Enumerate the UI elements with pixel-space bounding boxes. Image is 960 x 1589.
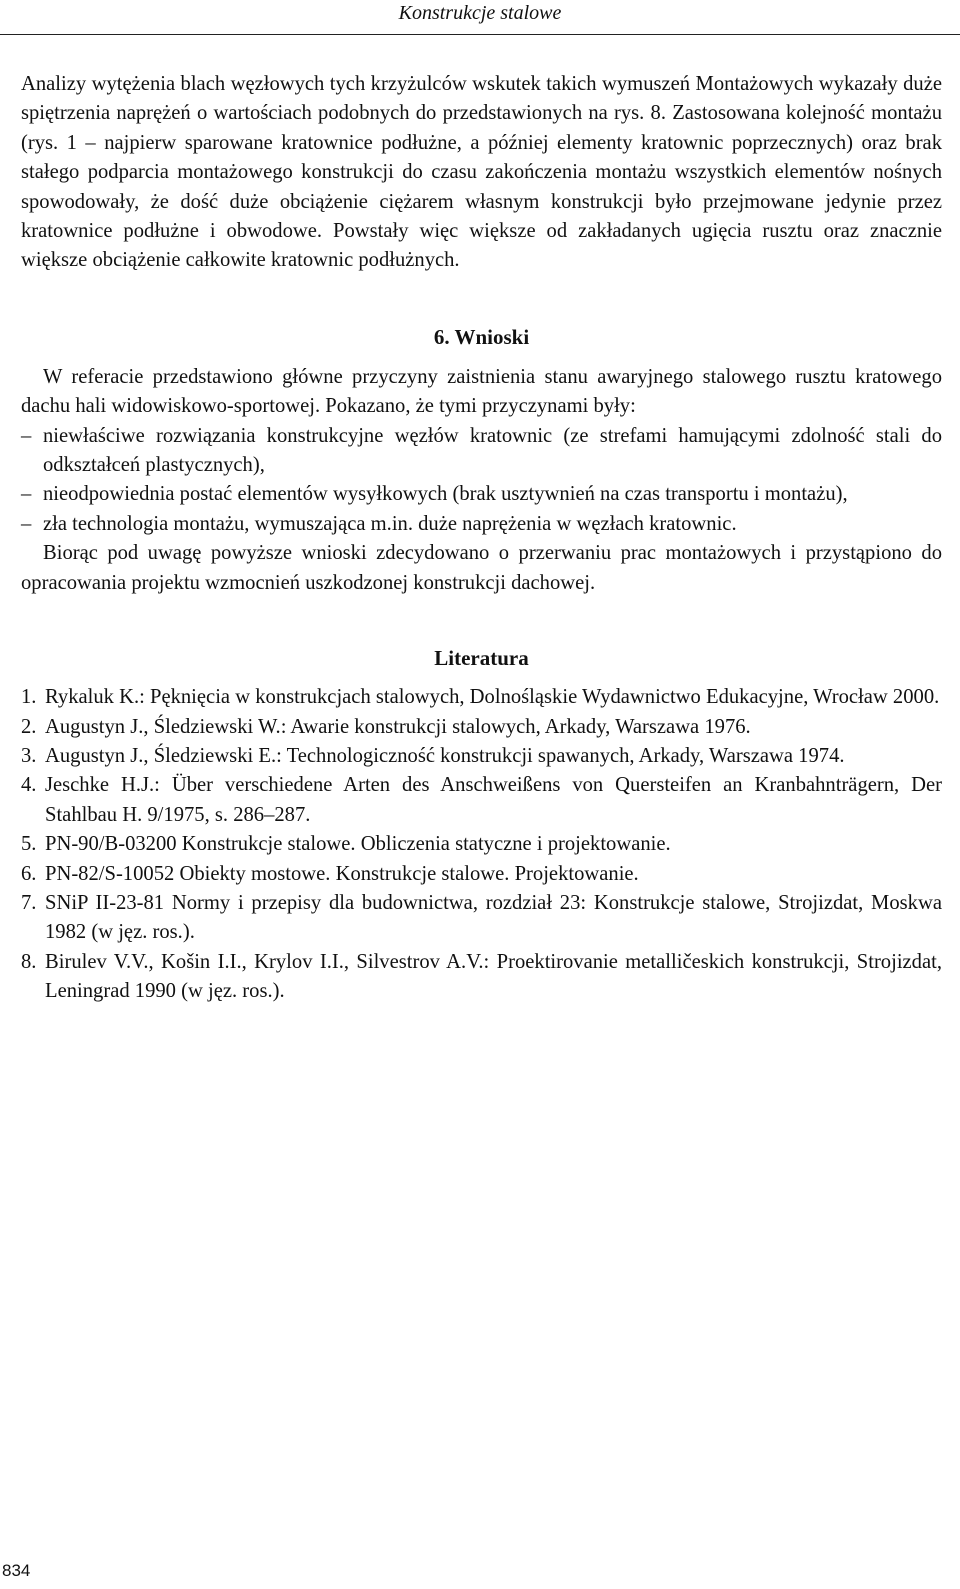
- reference-item: [21, 771, 942, 830]
- reference-text: Augustyn J., Śledziewski E.: Technologiczność konstrukcji spawanych, Arkady, Warszawa 1974.: [45, 744, 845, 767]
- conclusion-item: [21, 510, 942, 539]
- reference-number: 3.: [21, 744, 37, 767]
- dash-bullet: –: [21, 512, 32, 535]
- intro-paragraph: Analizy wytężenia blach węzłowych tych krzyżulców wskutek takich wymuszeń Montażowych wykazały duże spiętrzenia naprężeń o wartościach podobnych do przedstawionych na rys. 8. Zastosowana kolejność montażu (rys. 1 – najpierw sparowane kratownice podłużne, a później elementy kratownic poprzecznych) oraz brak stałego podparcia montażowego konstrukcji do czasu zakończenia montażu wszystkich elementów nośnych spowodowały, że dość duże obciążenie ciężarem własnym konstrukcji było przejmowane jedynie przez kratownice podłużne i obwodowe. Powstały więc większe od zakładanych ugięcia rusztu oraz znacznie większe obciążenie całkowite kratownic podłużnych.: [21, 73, 942, 272]
- reference-text: Augustyn J., Śledziewski W.: Awarie konstrukcji stalowych, Arkady, Warszawa 1976.: [45, 715, 751, 738]
- conclusion-item: [21, 480, 942, 509]
- reference-number: 7.: [21, 891, 37, 914]
- reference-number: 4.: [21, 774, 37, 797]
- dash-bullet: –: [21, 483, 32, 506]
- conclusions-paragraph: W referacie przedstawiono główne przyczyny zaistnienia stanu awaryjnego stalowego rusztu kratowego dachu hali widowiskowo-sportowej. Pokazano, że tymi przyczynami były:: [21, 365, 942, 418]
- running-header: [0, 0, 960, 35]
- reference-text: Birulev V.V., Košin I.I., Krylov I.I., Silvestrov A.V.: Proektirovanie metalličeskich konstrukcji, Strojizdat, Leningrad 1990 (w jęz. ros.).: [45, 950, 942, 1003]
- reference-item: [21, 683, 942, 712]
- conclusion-item-text: niewłaściwe rozwiązania konstrukcyjne węzłów kratownic (ze strefami hamującymi zdolność stali do odkształceń plastycznych),: [43, 424, 942, 477]
- reference-item: [21, 860, 942, 889]
- conclusion-item-text: nieodpowiednia postać elementów wysyłkowych (brak usztywnień na czas transportu i montażu),: [43, 483, 848, 506]
- reference-text: PN-82/S-10052 Obiekty mostowe. Konstrukcje stalowe. Projektowanie.: [45, 862, 639, 885]
- section-heading-conclusions: 6. Wnioski: [433, 324, 530, 349]
- reference-text: Rykaluk K.: Pęknięcia w konstrukcjach stalowych, Dolnośląskie Wydawnictwo Edukacyjne, Wrocław 2000.: [45, 686, 940, 709]
- conclusions-list: [21, 422, 942, 540]
- reference-list: [21, 683, 942, 1006]
- reference-number: 8.: [21, 950, 37, 973]
- reference-number: 5.: [21, 833, 37, 856]
- dash-bullet: –: [21, 424, 32, 447]
- reference-number: 2.: [21, 715, 37, 738]
- running-title: Konstrukcje stalowe: [398, 2, 562, 24]
- reference-item: [21, 889, 942, 948]
- reference-item: [21, 742, 942, 771]
- reference-item: [21, 948, 942, 1007]
- conclusions-closing: Biorąc pod uwagę powyższe wnioski zdecydowano o przerwaniu prac montażowych i przystąpiono do opracowania projektu wzmocnień uszkodzonej konstrukcji dachowej.: [21, 542, 942, 594]
- conclusion-item-text: zła technologia montażu, wymuszająca m.in. duże naprężenia w węzłach kratownic.: [43, 512, 737, 535]
- reference-text: SNiP II-23-81 Normy i przepisy dla budownictwa, rozdział 23: Konstrukcje stalowe, Strojizdat, Moskwa 1982 (w jęz. ros.).: [45, 891, 942, 944]
- reference-text: Jeschke H.J.: Über verschiedene Arten des Anschweißens von Quersteifen an Kranbahnträgern, Der Stahlbau H. 9/1975, s. 286–287.: [45, 774, 942, 826]
- reference-item: [21, 830, 942, 859]
- section-heading-literature: Literatura: [434, 646, 529, 671]
- page-body: [21, 70, 942, 1007]
- conclusion-item: [21, 422, 942, 481]
- reference-number: 1.: [21, 686, 37, 709]
- reference-text: PN-90/B-03200 Konstrukcje stalowe. Obliczenia statyczne i projektowanie.: [45, 833, 671, 856]
- page-number: 834: [2, 1561, 31, 1580]
- reference-item: [21, 713, 942, 742]
- reference-number: 6.: [21, 862, 37, 885]
